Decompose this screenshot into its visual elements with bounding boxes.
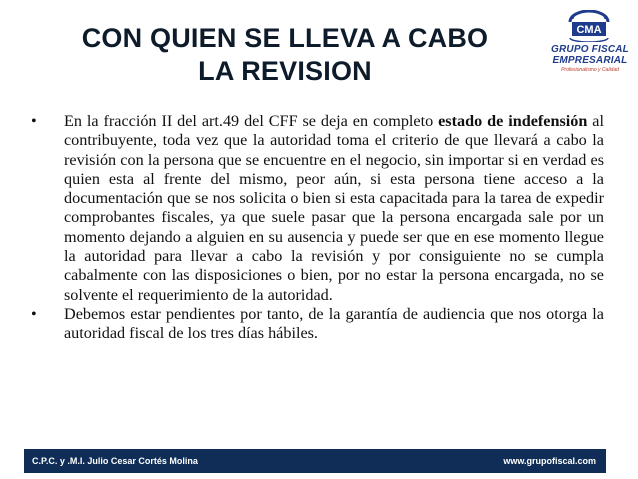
logo-line-2: EMPRESARIAL: [552, 55, 628, 66]
bullet-text: [64, 305, 604, 342]
bullet-dot-icon: •: [31, 112, 37, 130]
footer-website-link[interactable]: www.grupofiscal.com: [503, 456, 596, 466]
bullet-text-part: al contribuyente, toda vez que la autoridad toma el criterio de que llevará a cabo la revisión con la persona que se encuentre en el negocio, sin importar si en verdad es quien esta al frente del mismo, peor aún, si esta persona tiene acceso a la documentación que se nos solicita o bien si esta capacitada para la tarea de expedir comprobantes fiscales, ya que suele pasar que la persona encargada sale por un momento dejando a alguien en su ausencia y puede ser que en ese momento llegue la autoridad para llevar a cabo la revisión y por consiguiente no se cumpla cabalmente con las disposiciones o bien, por no estar la persona encargada, no se solvente el requerimiento de la autoridad.: [64, 112, 604, 304]
bullet-list: [30, 112, 604, 344]
company-logo: [548, 8, 632, 84]
bullet-text-part: Debemos estar pendientes por tanto, de la garantía de audiencia que nos otorga la autoridad fiscal de los tres días hábiles.: [64, 304, 604, 343]
bullet-item: [30, 112, 604, 305]
bullet-dot-icon: •: [31, 304, 37, 323]
footer-bar: [24, 449, 606, 473]
logo-line-1: GRUPO FISCAL: [551, 44, 629, 55]
bullet-text: [64, 112, 604, 304]
bullet-text-part: En la fracción II del art.49 del CFF se deja en completo: [64, 112, 439, 130]
logo-mark-icon: [566, 10, 612, 42]
footer-author: C.P.C. y .M.I. Julio Cesar Cortés Molina: [32, 456, 198, 466]
logo-tagline: Profesionalismo y Calidad: [561, 67, 619, 73]
bullet-emphasis: estado de indefensión: [438, 112, 588, 130]
logo-mark-text: CMA: [576, 24, 602, 36]
slide-title: CON QUIEN SE LLEVA A CABO LA REVISION: [81, 23, 489, 86]
bullet-item: [30, 305, 604, 344]
